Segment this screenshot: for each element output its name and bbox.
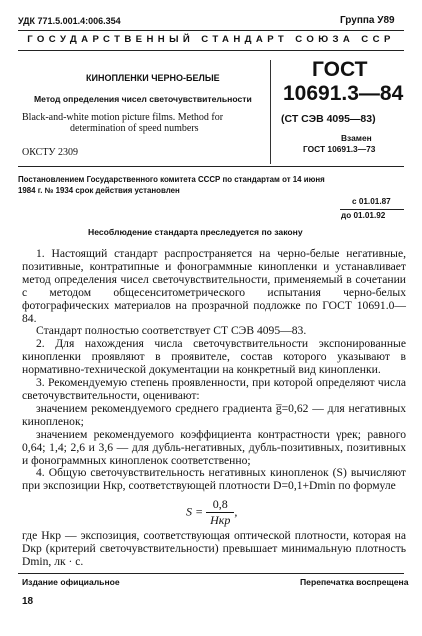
body-section-1	[22, 248, 406, 493]
paragraph-3a: значением рекомендуемого среднего градиента g̅=0,62 — для негативных кинопленок;	[22, 401, 406, 428]
title-en-line1: Black-and-white motion picture films. Method for	[22, 112, 224, 123]
paragraph-2: 2. Для нахождения числа светочувствительности экспонированные кинопленки проявляют в проявителе, состав которого указывают в нормативно-технической документации на конкретный вид кинопленки.	[22, 337, 406, 377]
okstu-code: ОКСТУ 2309	[22, 147, 79, 158]
title-ru: КИНОПЛЕНКИ ЧЕРНО-БЕЛЫЕ	[86, 73, 220, 83]
replaces-label: Взамен	[341, 133, 372, 143]
group-code: Группа У89	[340, 15, 395, 26]
reprint-notice: Перепечатка воспрещена	[300, 577, 409, 587]
replaces-value: ГОСТ 10691.3—73	[303, 144, 376, 154]
udk-code: УДК 771.5.001.4:006.354	[18, 16, 121, 26]
paragraph-3: 3. Рекомендуемую степень проявленности, при которой определяют числа светочувствительности, оценивают:	[22, 376, 406, 402]
paragraph-4: 4. Общую светочувствительность негативных кинопленок (S) вычисляют при экспозиции Hкр, соответствующей плотности D=0,1+Dmin по формуле	[22, 466, 406, 493]
valid-from-date: с 01.01.87	[352, 197, 391, 206]
title-en-line2: determination of speed numbers	[70, 123, 199, 134]
gost-number: 10691.3—84	[283, 82, 404, 105]
st-sev-code: (СТ СЭВ 4095—83)	[281, 113, 376, 125]
gost-label: ГОСТ	[312, 58, 368, 81]
paragraph-4b: где Hкр — экспозиция, соответствующая оптической плотности, которая на Dкр (критерий светочувствительности) превышает минимальную плотность Dmin, лк · с.	[22, 529, 406, 568]
valid-to-date: до 01.01.92	[341, 211, 386, 220]
formula-lhs: S =	[186, 504, 204, 519]
formula-denominator: Hкр	[210, 513, 231, 527]
decree-line1: Постановлением Государственного комитета СССР по стандартам от 14 июня	[18, 175, 325, 184]
formula-fraction	[206, 497, 234, 528]
speed-formula	[186, 497, 237, 528]
top-rule	[18, 30, 404, 31]
footer-rule	[18, 573, 404, 574]
subtitle-ru: Метод определения чисел светочувствительности	[34, 94, 252, 104]
formula-numerator: 0,8	[206, 497, 234, 513]
paragraph-1b: Стандарт полностью соответствует СТ СЭВ 4095—83.	[36, 324, 307, 338]
legal-notice: Несоблюдение стандарта преследуется по закону	[88, 227, 303, 237]
formula-tail: ,	[234, 504, 238, 519]
state-standard-banner: ГОСУДАРСТВЕННЫЙ СТАНДАРТ СОЮЗА ССР	[27, 34, 395, 45]
body-section-2	[22, 530, 406, 569]
official-edition: Издание официальное	[22, 577, 120, 587]
decree-line2: 1984 г. № 1934 срок действия установлен	[18, 186, 180, 195]
page-number: 18	[22, 596, 34, 607]
date-rule	[340, 209, 404, 210]
paragraph-3b: значением рекомендуемого коэффициента контрастности γрек; равного 0,64; 1,4; 2,6 и 3,6 — для дубль-негативных, дубль-позитивных, позитивных и фонограммных кинопленок соответственно;	[22, 427, 406, 467]
paragraph-1: 1. Настоящий стандарт распространяется на черно-белые негативные, позитивные, контратипные и фонограммные кинопленки и устанавливает метод определения чисел светочувствительности, применяемый в сочетании с методом общесенситометрического испытания черно-белых фотографических материалов на прозрачной подложке по ГОСТ 10691.0—84.	[22, 247, 406, 325]
title-divider	[270, 60, 271, 164]
banner-rule	[18, 50, 404, 51]
title-rule	[18, 166, 404, 167]
